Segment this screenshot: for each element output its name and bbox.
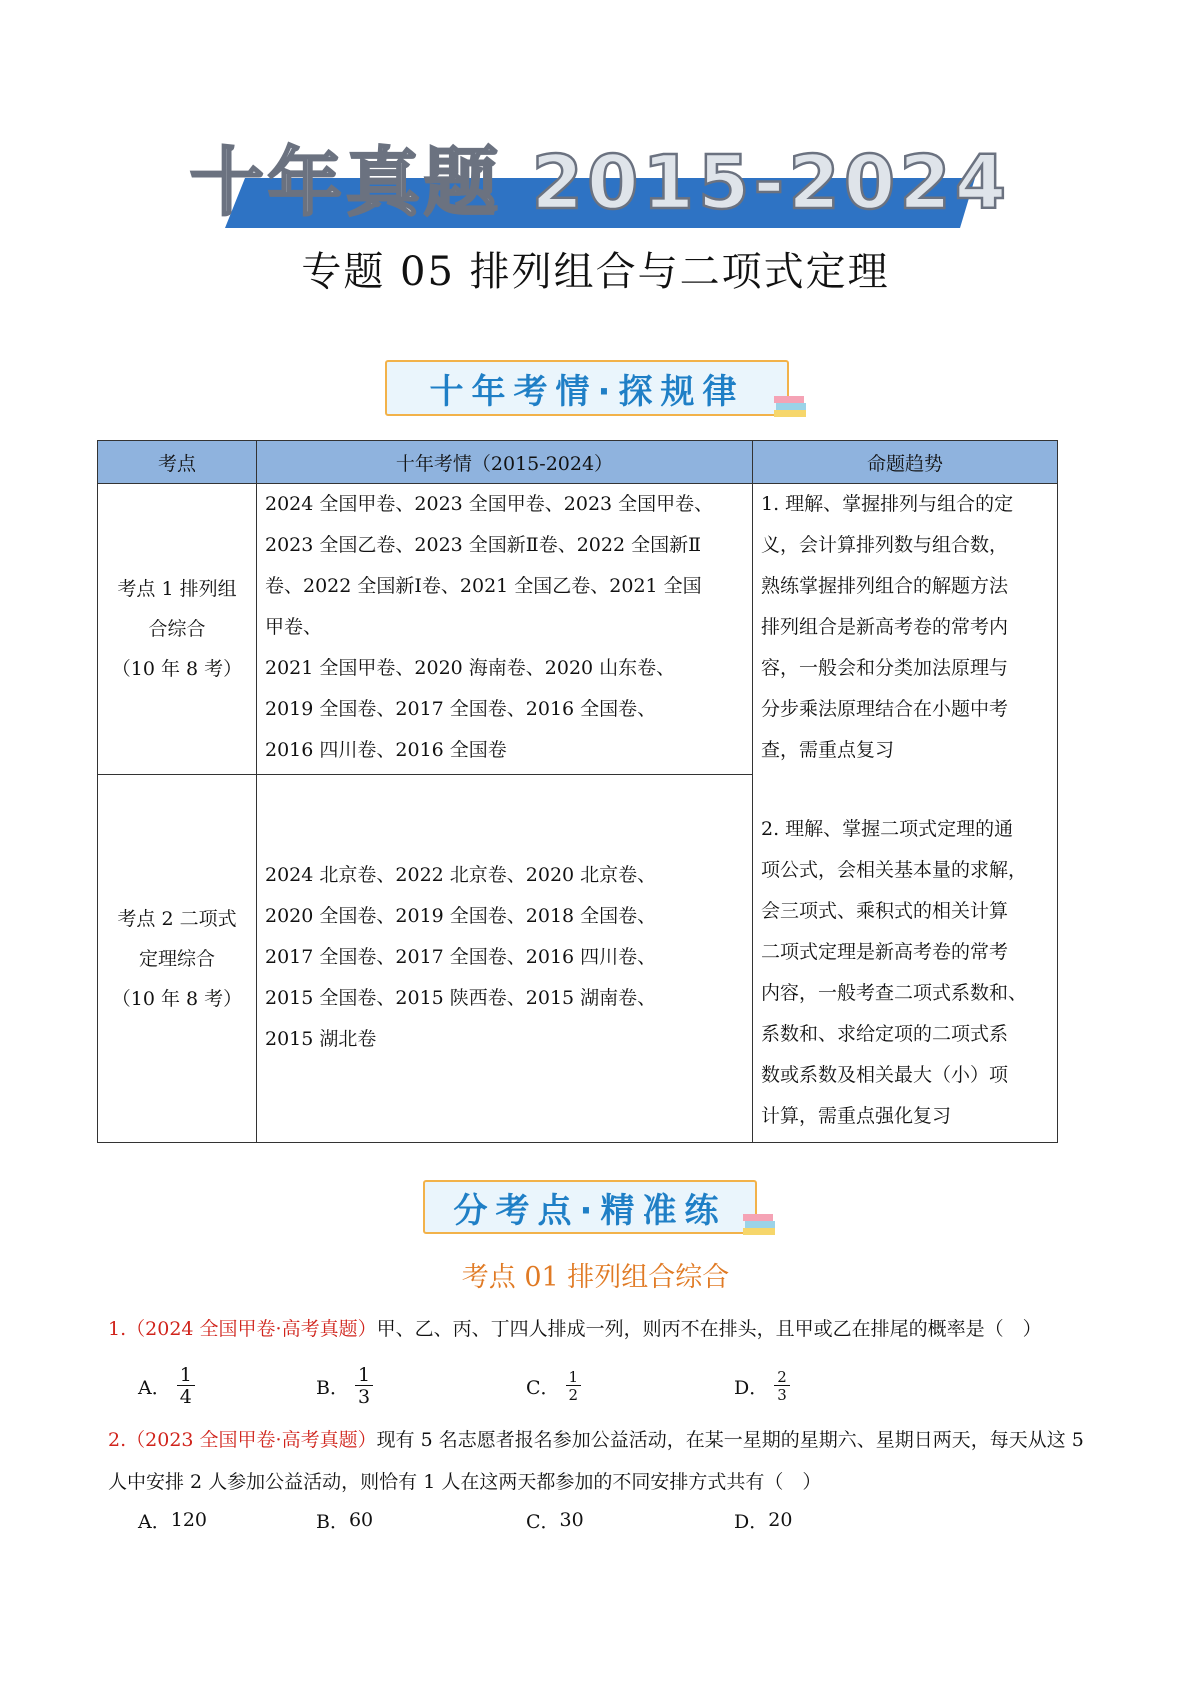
section-label-text: 十年考情·探规律 bbox=[429, 371, 745, 412]
papers-line: 2020 全国卷、2019 全国卷、2018 全国卷、 bbox=[265, 905, 657, 927]
trend-line: 项公式，会相关基本量的求解， bbox=[761, 859, 1028, 881]
trend-line: 1. 理解、掌握排列与组合的定 bbox=[761, 493, 1014, 515]
header-papers: 十年考情（2015-2024） bbox=[257, 441, 753, 484]
banner-title: 十年真题 2015-2024 bbox=[189, 140, 1011, 226]
fraction-numerator: 1 bbox=[568, 1367, 579, 1386]
fraction-denominator: 2 bbox=[566, 1385, 582, 1403]
question-1-options bbox=[138, 1358, 838, 1414]
point-line: 考点 1 排列组 bbox=[117, 578, 237, 600]
fraction-numerator: 1 bbox=[179, 1363, 192, 1386]
papers-line: 卷、2022 全国新Ⅰ卷、2021 全国乙卷、2021 全国 bbox=[265, 575, 702, 597]
question-source: （2024 全国甲卷·高考真题） bbox=[126, 1318, 377, 1340]
trend-line: 查，需重点复习 bbox=[761, 739, 895, 761]
point-line: （10 年 8 考） bbox=[111, 658, 243, 680]
option-letter: A． bbox=[138, 1510, 171, 1533]
question-2 bbox=[108, 1419, 1098, 1503]
trend-line: 会三项式、乘积式的相关计算 bbox=[761, 900, 1009, 922]
option-letter: D． bbox=[734, 1510, 769, 1533]
question-text: 现有 5 名志愿者报名参加公益活动，在某一星期的星期六、星期日两天，每天从这 5 人中安排 2 人参加公益活动，则恰有 1 人在这两天都参加的不同安排方式共有（ ） bbox=[108, 1429, 1084, 1493]
section-label-practice bbox=[423, 1180, 757, 1234]
option-letter: C． bbox=[526, 1510, 560, 1533]
question-number: 1. bbox=[108, 1318, 127, 1340]
fraction bbox=[566, 1367, 582, 1404]
option-b bbox=[316, 1499, 373, 1541]
topic-heading: 考点 01 排列组合综合 bbox=[461, 1262, 730, 1293]
papers-line: 2016 四川卷、2016 全国卷 bbox=[265, 739, 507, 761]
trend-line: 内容，一般考查二项式系数和、 bbox=[761, 982, 1028, 1004]
fraction-numerator: 2 bbox=[777, 1367, 787, 1386]
point-line: （10 年 8 考） bbox=[111, 987, 243, 1010]
papers-line: 2021 全国甲卷、2020 海南卷、2020 山东卷、 bbox=[265, 657, 676, 679]
exam-overview-table bbox=[97, 440, 1058, 1143]
fraction-denominator: 4 bbox=[177, 1385, 195, 1407]
page-subtitle: 专题 05 排列组合与二项式定理 bbox=[301, 249, 890, 295]
header-banner bbox=[0, 0, 1191, 240]
papers-cell-1 bbox=[257, 484, 753, 775]
trend-cell bbox=[753, 484, 1058, 1143]
question-1 bbox=[108, 1308, 1098, 1350]
option-letter: B． bbox=[316, 1376, 349, 1399]
books-icon bbox=[741, 1210, 781, 1240]
trend-line: 分步乘法原理结合在小题中考 bbox=[761, 698, 1009, 720]
fraction-denominator: 3 bbox=[774, 1385, 790, 1403]
section-label-trends bbox=[385, 360, 789, 416]
question-number: 2. bbox=[108, 1429, 127, 1451]
point-cell-1 bbox=[98, 484, 257, 775]
fraction-denominator: 3 bbox=[355, 1385, 373, 1407]
papers-line: 甲卷、 bbox=[265, 616, 323, 638]
option-letter: B． bbox=[316, 1510, 349, 1533]
trend-line: 义，会计算排列数与组合数， bbox=[761, 534, 1009, 556]
question-source: （2023 全国甲卷·高考真题） bbox=[126, 1429, 377, 1451]
papers-cell-2 bbox=[257, 775, 753, 1143]
option-a bbox=[138, 1499, 207, 1541]
option-value: 30 bbox=[559, 1509, 584, 1531]
option-letter: D． bbox=[734, 1376, 769, 1399]
fraction-numerator: 1 bbox=[357, 1363, 371, 1386]
trend-line: 计算，需重点强化复习 bbox=[761, 1105, 952, 1127]
header-trend: 命题趋势 bbox=[753, 441, 1058, 484]
question-2-options bbox=[138, 1499, 838, 1541]
papers-line: 2017 全国卷、2017 全国卷、2016 四川卷、 bbox=[265, 946, 657, 968]
point-cell-2 bbox=[98, 775, 257, 1143]
fraction bbox=[177, 1363, 195, 1408]
option-value: 120 bbox=[170, 1509, 207, 1531]
option-value: 20 bbox=[768, 1509, 793, 1531]
trend-line: 数或系数及相关最大（小）项 bbox=[761, 1064, 1009, 1086]
trend-line: 2. 理解、掌握二项式定理的通 bbox=[761, 818, 1014, 840]
trend-line: 熟练掌握排列组合的解题方法 bbox=[761, 575, 1009, 597]
point-line: 合综合 bbox=[148, 618, 206, 640]
books-icon bbox=[772, 392, 812, 422]
trend-line: 二项式定理是新高考卷的常考 bbox=[761, 941, 1009, 963]
papers-line: 2015 湖北卷 bbox=[265, 1028, 377, 1050]
header-point: 考点 bbox=[98, 441, 257, 484]
option-b bbox=[316, 1358, 373, 1414]
section-label-text: 分考点·精准练 bbox=[453, 1190, 727, 1231]
option-d bbox=[734, 1358, 790, 1414]
fraction bbox=[774, 1367, 790, 1404]
question-text: 甲、乙、丙、丁四人排成一列，则丙不在排头，且甲或乙在排尾的概率是（ ） bbox=[376, 1318, 1042, 1340]
papers-line: 2023 全国乙卷、2023 全国新Ⅱ卷、2022 全国新Ⅱ bbox=[265, 534, 702, 556]
trend-line: 容，一般会和分类加法原理与 bbox=[761, 657, 1009, 679]
option-a bbox=[138, 1358, 195, 1414]
option-c bbox=[526, 1499, 584, 1541]
trend-line: 排列组合是新高考卷的常考内 bbox=[761, 616, 1009, 638]
option-letter: A． bbox=[138, 1376, 171, 1399]
point-line: 考点 2 二项式 bbox=[117, 907, 237, 930]
papers-line: 2024 北京卷、2022 北京卷、2020 北京卷、 bbox=[265, 864, 657, 886]
papers-line: 2015 全国卷、2015 陕西卷、2015 湖南卷、 bbox=[265, 987, 657, 1009]
option-d bbox=[734, 1499, 792, 1541]
option-c bbox=[526, 1358, 581, 1414]
point-line: 定理综合 bbox=[138, 947, 215, 970]
option-letter: C． bbox=[526, 1376, 560, 1399]
trend-line: 系数和、求给定项的二项式系 bbox=[761, 1023, 1009, 1045]
option-value: 60 bbox=[348, 1509, 374, 1531]
fraction bbox=[355, 1363, 373, 1408]
papers-line: 2024 全国甲卷、2023 全国甲卷、2023 全国甲卷、 bbox=[265, 493, 714, 515]
papers-line: 2019 全国卷、2017 全国卷、2016 全国卷、 bbox=[265, 698, 657, 720]
